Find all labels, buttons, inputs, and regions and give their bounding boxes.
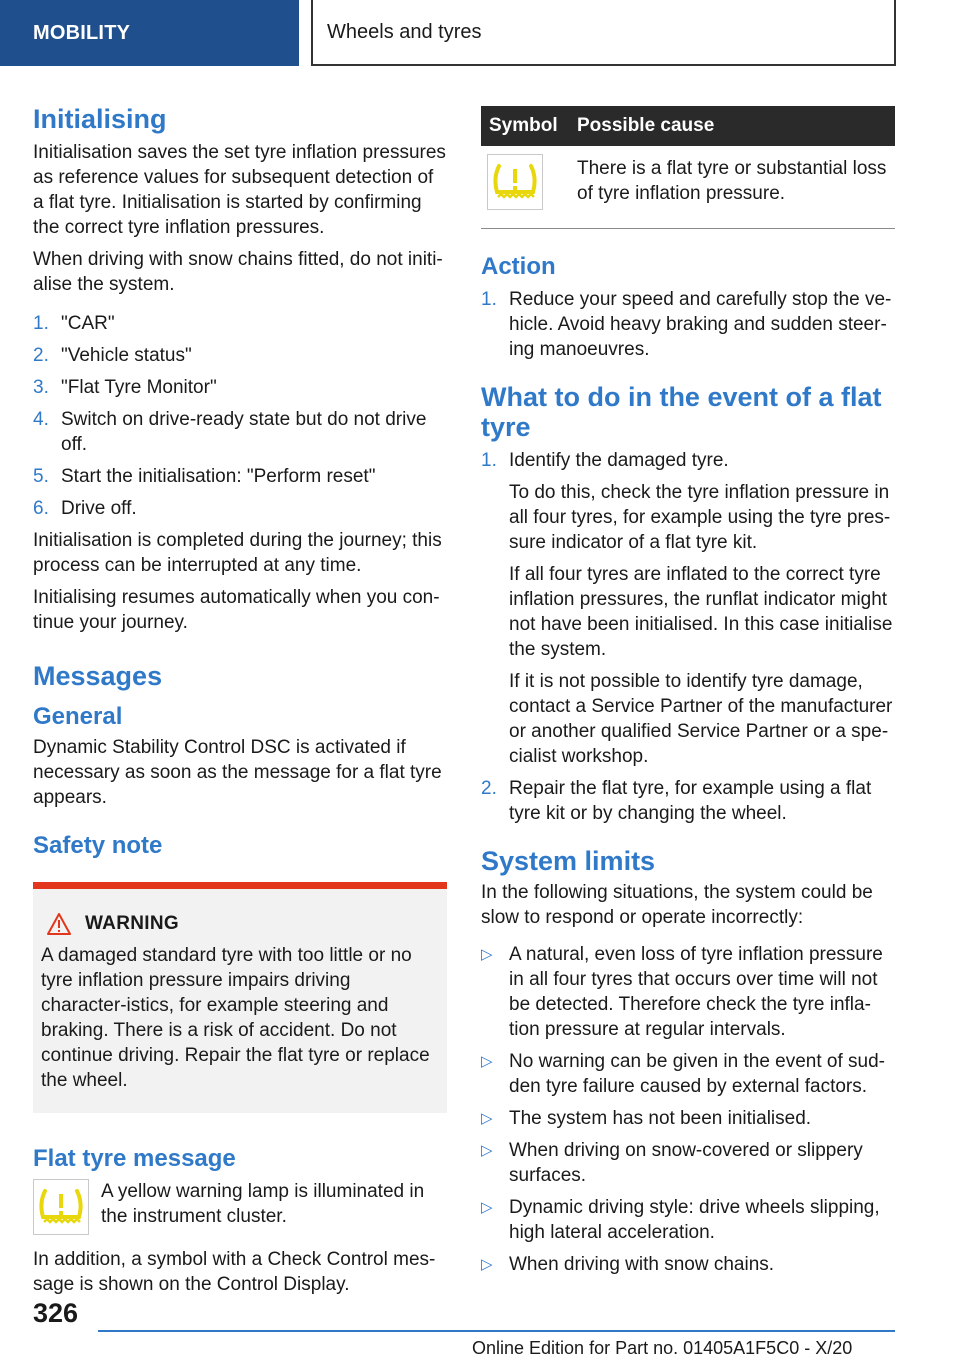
triangle-bullet-icon: ▷ — [481, 1256, 493, 1273]
list-item — [481, 1049, 895, 1099]
step-text: Start the initialisation: "Perform reset" — [61, 466, 376, 487]
page-header — [0, 0, 960, 66]
list-item — [33, 496, 447, 521]
left-column — [33, 100, 447, 1304]
list-item — [481, 1195, 895, 1245]
right-column — [481, 104, 895, 1284]
flat-tyre-message-text-2: In addition, a symbol with a Check Control mes-sage is shown on the Control Display. — [33, 1249, 436, 1295]
flat-tyre-message-row — [33, 1179, 447, 1235]
warning-triangle-icon — [47, 913, 71, 935]
step-text: Drive off. — [61, 498, 137, 519]
system-limits-list — [481, 942, 895, 1277]
system-limits-intro: In the following situations, the system could be slow to respond or operate incorrectly: — [481, 882, 873, 928]
system-limits-heading: System limits — [481, 846, 656, 876]
section-tab: MOBILITY — [0, 0, 299, 66]
step-detail: If all four tyres are inflated to the correct tyre inflation pressures, the runflat indicator might not have been initialised. In this case initialise the system. — [509, 564, 893, 660]
step-number: 2. — [33, 345, 49, 366]
footer-divider — [98, 1330, 895, 1332]
warning-box — [33, 882, 447, 1113]
general-heading: General — [33, 703, 123, 730]
messages-heading: Messages — [33, 661, 163, 691]
step-number: 6. — [33, 498, 49, 519]
triangle-bullet-icon: ▷ — [481, 946, 493, 963]
flat-tyre-steps — [481, 448, 895, 826]
step-text: "Vehicle status" — [61, 345, 192, 366]
edition-note: Online Edition for Part no. 01405A1F5C0 - X/20 — [472, 1338, 853, 1358]
initialising-para-4: Initialising resumes automatically when you con-tinue your journey. — [33, 587, 440, 633]
list-item — [481, 1252, 895, 1277]
step-number: 1. — [481, 289, 497, 310]
list-item — [33, 343, 447, 368]
initialising-heading: Initialising — [33, 104, 167, 134]
initialising-steps — [33, 311, 447, 521]
initialising-para-2: When driving with snow chains fitted, do not initi-alise the system. — [33, 249, 443, 295]
list-item — [33, 375, 447, 400]
step-text: Switch on drive-ready state but do not drive off. — [61, 409, 427, 455]
page-number: 326 — [33, 1298, 79, 1328]
tyre-pressure-warning-icon — [33, 1179, 89, 1235]
list-item-text: Dynamic driving style: drive wheels slipping, high lateral acceleration. — [509, 1197, 880, 1243]
warning-text: A damaged standard tyre with too little or no tyre inflation pressure impairs driving character-istics, for example steering and braking. There is a risk of accident. Do not continue driving. Repair the flat tyre or replace the wheel. — [41, 945, 430, 1091]
flat-tyre-event-heading: What to do in the event of a flat tyre — [481, 382, 882, 442]
action-steps — [481, 287, 895, 362]
list-item-text: When driving with snow chains. — [509, 1254, 775, 1275]
initialising-para-1: Initialisation saves the set tyre inflation pressures as reference values for subsequent detection of a flat tyre. Initialisation is started by confirming the correct tyre inflation pressures. — [33, 142, 446, 238]
flat-tyre-message-heading: Flat tyre message — [33, 1145, 236, 1172]
triangle-bullet-icon: ▷ — [481, 1110, 493, 1127]
table-header-row — [481, 106, 895, 146]
symbol-table — [481, 106, 895, 229]
step-text: "Flat Tyre Monitor" — [61, 377, 217, 398]
list-item — [481, 287, 895, 362]
step-text: Reduce your speed and carefully stop the ve-hicle. Avoid heavy braking and sudden steer-ing manoeuvres. — [509, 289, 892, 360]
step-detail: To do this, check the tyre inflation pressure in all four tyres, for example using the tyre pres-sure indicator of a flat tyre kit. — [509, 482, 891, 553]
triangle-bullet-icon: ▷ — [481, 1053, 493, 1070]
step-detail: If it is not possible to identify tyre damage, contact a Service Partner of the manufacturer or another qualified Service Partner or a spe-cialist workshop. — [509, 671, 893, 767]
list-item — [33, 464, 447, 489]
warning-title-row — [47, 913, 437, 935]
list-item-text: The system has not been initialised. — [509, 1108, 812, 1129]
general-text: Dynamic Stability Control DSC is activated if necessary as soon as the message for a flat tyre appears. — [33, 737, 442, 808]
safety-note-heading: Safety note — [33, 832, 163, 859]
cause-cell: There is a flat tyre or substantial loss of tyre inflation pressure. — [569, 146, 895, 229]
step-text: "CAR" — [61, 313, 115, 334]
triangle-bullet-icon: ▷ — [481, 1142, 493, 1159]
step-text: Repair the flat tyre, for example using a flat tyre kit or by changing the wheel. — [509, 778, 872, 824]
symbol-cell — [481, 146, 569, 229]
flat-tyre-message-text: A yellow warning lamp is illuminated in the instrument cluster. — [101, 1181, 425, 1227]
list-item-text: When driving on snow-covered or slippery surfaces. — [509, 1140, 863, 1186]
step-text: Identify the damaged tyre. — [509, 450, 729, 471]
list-item-text: No warning can be given in the event of sud-den tyre failure caused by external factors. — [509, 1051, 886, 1097]
step-number: 1. — [481, 450, 497, 471]
column-header-symbol: Symbol — [481, 106, 569, 146]
step-number: 4. — [33, 409, 49, 430]
step-number: 1. — [33, 313, 49, 334]
tyre-pressure-warning-icon — [487, 154, 543, 210]
column-header-cause: Possible cause — [569, 106, 895, 146]
list-item — [33, 311, 447, 336]
triangle-bullet-icon: ▷ — [481, 1199, 493, 1216]
list-item — [33, 407, 447, 457]
table-row — [481, 146, 895, 229]
list-item — [481, 1138, 895, 1188]
step-number: 3. — [33, 377, 49, 398]
list-item — [481, 448, 895, 769]
list-item-text: A natural, even loss of tyre inflation pressure in all four tyres that occurs over time will not be detected. Therefore check the tyre infla-tion pressure at regular intervals. — [509, 944, 883, 1040]
step-number: 2. — [481, 778, 497, 799]
list-item — [481, 942, 895, 1042]
action-heading: Action — [481, 253, 556, 280]
list-item — [481, 1106, 895, 1131]
warning-label: WARNING — [85, 913, 179, 934]
chapter-title: Wheels and tyres — [311, 0, 896, 66]
initialising-para-3: Initialisation is completed during the journey; this process can be interrupted at any time. — [33, 530, 442, 576]
list-item — [481, 776, 895, 826]
step-number: 5. — [33, 466, 49, 487]
